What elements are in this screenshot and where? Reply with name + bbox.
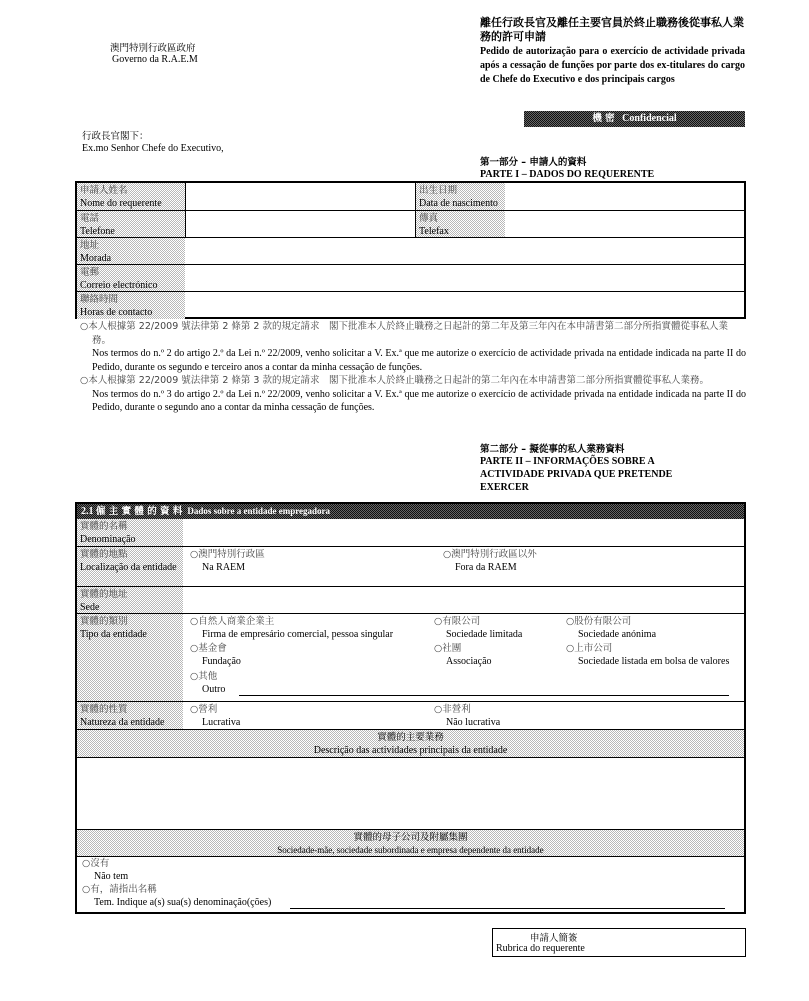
option-pt: Sociedade listada em bolsa de valores	[578, 656, 730, 667]
part1-title-zh: 第一部分 – 申請人的資料	[480, 157, 587, 168]
confidential-banner	[524, 111, 745, 127]
type-option-limited[interactable]	[434, 615, 522, 641]
location-label-pt: Localização da entidade	[80, 562, 177, 573]
option-zh: ○非營利	[434, 704, 471, 715]
other-type-input-line[interactable]	[239, 695, 729, 696]
part2-title-pt: PARTE II – INFORMAÇÕES SOBRE A ACTIVIDADE PRIVADA QUE PRETENDE EXERCER	[480, 456, 673, 493]
option-zh: ○其他	[190, 671, 218, 682]
option-pt: Fora da RAEM	[455, 562, 517, 573]
section-title-zh: 僱 主 實 體 的 資 料	[96, 506, 183, 517]
row-denomination	[77, 519, 744, 547]
option-pt: Não tem	[94, 871, 129, 882]
birth-date-field[interactable]	[505, 183, 744, 210]
type-option-sole-trader[interactable]	[190, 615, 393, 641]
option-zh: ○有，請指出名稱	[82, 884, 157, 895]
fax-field[interactable]	[505, 211, 744, 237]
confidential-zh: 機 密	[592, 113, 615, 124]
activities-label-pt: Descrição das actividades principais da entidade	[313, 745, 508, 756]
row-seat	[77, 587, 744, 614]
option-zh: ○社團	[434, 643, 462, 654]
name-field[interactable]	[185, 183, 416, 210]
option-pt: Não lucrativa	[446, 717, 501, 728]
type-option-listed[interactable]	[566, 642, 729, 668]
type-option-association[interactable]	[434, 642, 492, 668]
parent-option-none[interactable]	[82, 857, 128, 883]
form-title-pt: Pedido de autorização para o exercício de actividade privada após a cessação de funções por parte dos ex-titulares do cargo de Chefe do Executivo e dos principais cargos	[480, 46, 745, 85]
entity-table	[75, 502, 746, 914]
option-pt: Tem. Indique a(s) sua(s) denominação(ções)	[94, 897, 272, 908]
email-label-zh: 電郵	[80, 267, 100, 278]
parent-label-pt: Sociedade-mãe, sociedade subordinada e empresa dependente da entidade	[277, 845, 544, 855]
request-options	[80, 320, 746, 415]
option-pt: Sociedade limitada	[446, 629, 523, 640]
option-pt: Associação	[446, 656, 492, 667]
request-2-zh: ○本人根據第 22/2009 號法律第 2 條第 3 款的規定請求 閣下批准本人於終止職務之日起計的第二年內在本申請書第二部分所指實體從事私人業務。	[80, 375, 709, 386]
option-pt: Fundação	[202, 656, 241, 667]
type-label-zh: 實體的類別	[80, 616, 128, 627]
option-zh: ○股份有限公司	[566, 616, 632, 627]
address-label-zh: 地址	[80, 240, 100, 251]
phone-label-pt: Telefone	[80, 226, 115, 237]
addressee-pt: Ex.mo Senhor Chefe do Executivo,	[82, 143, 224, 154]
request-option-1[interactable]	[80, 320, 746, 374]
parent-label-zh: 實體的母子公司及附屬集團	[353, 832, 468, 843]
type-label-pt: Tipo da entidade	[80, 629, 147, 640]
addressee-zh: 行政長官閣下：	[82, 131, 149, 142]
parent-companies-header	[77, 830, 744, 857]
fax-label-zh: 傳真	[419, 213, 439, 224]
option-zh: ○澳門特別行政區以外	[443, 549, 537, 560]
name-label-zh: 申請人姓名	[80, 185, 128, 196]
type-option-foundation[interactable]	[190, 642, 241, 668]
activities-field[interactable]	[77, 758, 744, 830]
hours-label-zh: 聯絡時間	[80, 294, 119, 305]
location-label-zh: 實體的地點	[80, 549, 128, 560]
row-contact-hours	[77, 292, 744, 319]
hours-label-pt: Horas de contacto	[80, 307, 153, 318]
row-address	[77, 238, 744, 265]
denomination-label-zh: 實體的名稱	[80, 521, 128, 532]
location-option-raem[interactable]	[190, 548, 265, 574]
section-2-1-header	[77, 504, 744, 519]
phone-field[interactable]	[185, 211, 416, 237]
nature-option-lucrative[interactable]	[190, 703, 240, 729]
option-pt: Na RAEM	[202, 562, 246, 573]
option-zh: ○自然人商業企業主	[190, 616, 275, 627]
option-zh: ○基金會	[190, 643, 227, 654]
option-zh: ○營利	[190, 704, 218, 715]
nature-option-non-lucrative[interactable]	[434, 703, 500, 729]
signature-label-zh: 申請人簡簽	[530, 933, 578, 944]
confidential-pt: Confidencial	[622, 113, 677, 124]
applicant-table	[75, 181, 746, 319]
birth-label-pt: Data de nascimento	[419, 198, 498, 209]
government-name-pt: Governo da R.A.E.M	[112, 54, 198, 65]
row-entity-type	[77, 614, 744, 702]
seat-field[interactable]	[183, 587, 744, 613]
signature-box[interactable]	[492, 928, 746, 957]
address-field[interactable]	[185, 238, 744, 264]
row-name-birth	[77, 183, 744, 211]
denomination-field[interactable]	[183, 519, 744, 546]
option-pt: Lucrativa	[202, 717, 241, 728]
denomination-label-pt: Denominação	[80, 534, 136, 545]
parent-option-has[interactable]	[82, 883, 271, 909]
request-2-pt: Nos termos do n.º 3 do artigo 2.º da Lei n.º 22/2009, venho solicitar a V. Ex.ª que me autorize o exercício de actividade privada na entidade indicada na parte II do Pedido, durante o segundo ano a contar da minha cessação de funções.	[92, 388, 746, 413]
option-pt: Firma de empresário comercial, pessoa singular	[202, 629, 394, 640]
seat-label-pt: Sede	[80, 602, 100, 613]
seat-label-zh: 實體的地址	[80, 589, 128, 600]
activities-label-zh: 實體的主要業務	[377, 732, 444, 743]
request-1-zh: ○本人根據第 22/2009 號法律第 2 條第 2 款的規定請求 閣下批准本人於終止職務之日起計的第二年及第三年內在本申請書第二部分所指實體從事私人業務。	[80, 321, 728, 346]
signature-label-pt: Rubrica do requerente	[496, 943, 585, 954]
row-location	[77, 547, 744, 587]
form-title-zh: 離任行政長官及離任主要官員於終止職務後從事私人業務的許可申請	[480, 16, 744, 43]
option-zh: ○沒有	[82, 858, 110, 869]
fax-label-pt: Telefax	[419, 226, 449, 237]
part2-title-zh: 第二部分 – 擬從事的私人業務資料	[480, 444, 625, 455]
phone-label-zh: 電話	[80, 213, 100, 224]
request-option-2[interactable]	[80, 374, 746, 415]
nature-label-pt: Natureza da entidade	[80, 717, 165, 728]
row-email	[77, 265, 744, 292]
address-label-pt: Morada	[80, 253, 112, 264]
type-option-anonima[interactable]	[566, 615, 656, 641]
parent-companies-content	[77, 857, 744, 912]
row-nature	[77, 702, 744, 730]
section-number: 2.1	[81, 506, 94, 517]
option-zh: ○澳門特別行政區	[190, 549, 265, 560]
part1-title-pt: PARTE I – DADOS DO REQUERENTE	[480, 169, 655, 180]
row-phone-fax	[77, 211, 744, 238]
nature-label-zh: 實體的性質	[80, 704, 128, 715]
email-field[interactable]	[185, 265, 744, 291]
request-1-pt: Nos termos do n.º 2 do artigo 2.º da Lei n.º 22/2009, venho solicitar a V. Ex.ª que me autorize o exercício de actividade privada na entidade indicada na parte II do Pedido, durante os segundo e terceiro anos a contar da minha cessação de funções.	[92, 348, 746, 373]
option-pt: Outro	[202, 684, 226, 695]
activities-header	[77, 730, 744, 758]
name-label-pt: Nome do requerente	[80, 198, 162, 209]
location-option-outside[interactable]	[443, 548, 537, 574]
government-name-zh: 澳門特別行政區政府	[110, 43, 196, 54]
birth-label-zh: 出生日期	[419, 185, 458, 196]
option-zh: ○上市公司	[566, 643, 613, 654]
parent-names-input-line[interactable]	[290, 908, 725, 909]
contact-hours-field[interactable]	[185, 292, 744, 318]
section-title-pt: Dados sobre a entidade empregadora	[187, 506, 331, 516]
email-label-pt: Correio electrónico	[80, 280, 158, 291]
option-zh: ○有限公司	[434, 616, 481, 627]
option-pt: Sociedade anónima	[578, 629, 657, 640]
type-option-other[interactable]	[190, 670, 225, 696]
